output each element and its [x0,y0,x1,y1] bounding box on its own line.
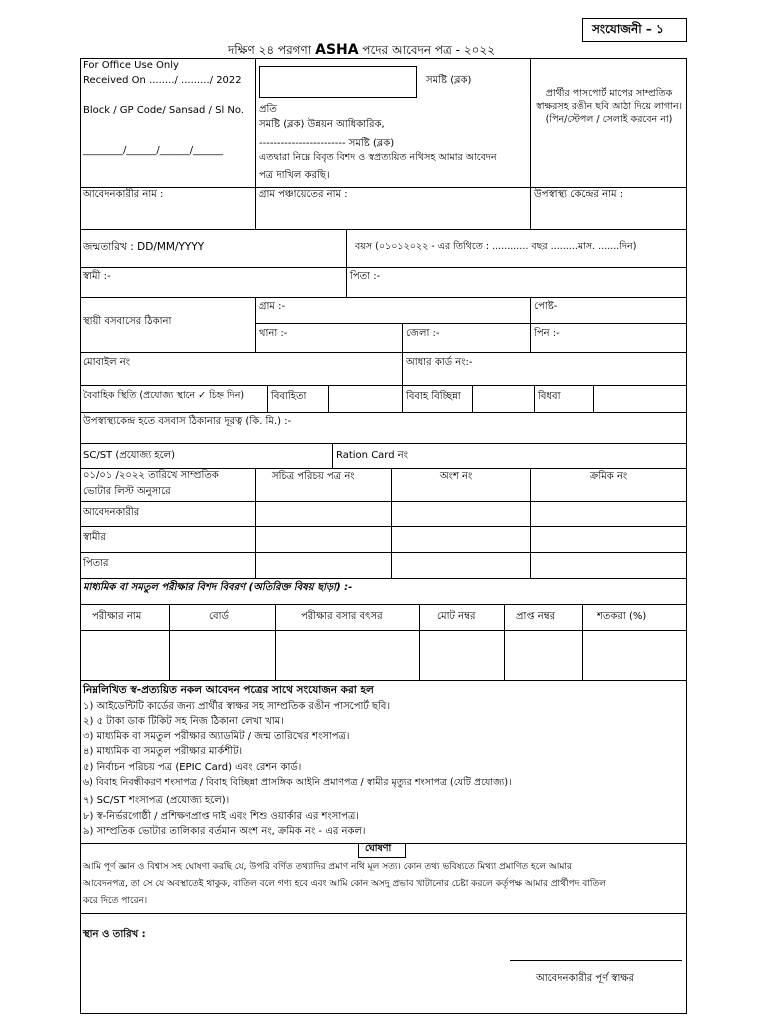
attachment-item: ৬) বিবাহ নিবন্ধীকরণ শংসাপত্র / বিবাহ বিচ্ছিন্না প্রাসঙ্গিক আইনি প্রমাণপত্র / স্বামীর মৃত্যুর শংসাপত্র (যেটি প্রযোজ্য)। [83,777,512,788]
request-line-2: পত্র দাখিল করছি। [259,170,330,181]
declaration-line-1: আমি পূর্ণ জ্ঞান ও বিশ্বাস সহ ঘোষণা করছি যে, উপরি বর্ণিত তথ্যাদির প্রমাণ নথি মূল সত্য। কোন তথ্য ভবিষ্যতে মিথ্যা প্রমাণিত হলে আমার [83,862,572,872]
police-station-label: থানা :- [259,328,288,339]
village-label: গ্রাম :- [259,301,286,312]
edu-col-year: পরীক্ষার বসার বৎসর [301,611,383,622]
request-line-1: এতদ্বারা নিম্নে বিবৃত বিশদ ও স্বপ্রত্যয়িত নথিসহ আমার আবেদন [259,152,497,163]
officer-label: সমষ্টি (ব্লক) উন্নয়ন আধিকারিক, [259,119,385,130]
widow-option[interactable]: বিধবা [538,391,561,402]
col-serial: ক্রমিক নং [590,471,628,482]
attachment-item: ৩) মাধ্যমিক বা সমতুল পরীক্ষার অ্যাডমিট / জন্ম তারিখের শংসাপত্র। [83,731,350,742]
attachment-item: ৯) সাম্প্রতিক ভোটার তালিকার বর্তমান অংশ নং, ক্রমিক নং - এর নকল। [83,826,366,837]
photo-instruction: প্রার্থীর পাসপোর্ট মাপের সাম্প্রতিক স্বাক্ষরসহ রঙীন ছবি আঠা দিয়ে লাগান। (পিন/স্টেপল / সেলাই করবেন না) [535,88,683,125]
dotted-block-line: ------------------------ সমষ্টি (ব্লক) [259,138,395,149]
married-option[interactable]: বিবাহিতা [271,391,307,402]
code-blanks[interactable]: ________/______/______/______ [83,145,224,156]
declaration-line-3: করে দিতে পারেন। [83,896,148,906]
voter-row-applicant: আবেদনকারীর [83,507,140,518]
place-date-field[interactable] [170,925,470,943]
block-name-input[interactable] [259,66,417,98]
father-label: পিতা :- [350,271,381,282]
col-part: অংশ নং [440,471,473,482]
pin-label: পিন :- [534,328,560,339]
husband-label: স্বামী :- [83,271,111,282]
block-label: সমষ্টি (ব্লক) [426,75,472,86]
marital-status-label: বৈবাহিক স্থিতি (প্রযোজ্য স্থানে ✓ চিহ্ন দিন) [83,390,245,401]
attachments-heading: নিম্নলিখিত স্ব-প্রত্যয়িত নকল আবেদন পত্রের সাথে সংযোজন করা হল [83,684,374,696]
to-label: প্রতি [259,104,277,115]
aadhaar-label: আধার কার্ড নং:- [406,357,473,368]
attachment-item: ৫) নির্বাচন পরিচয় পত্র (EPIC Card) এবং রেশন কার্ড। [83,762,302,773]
mobile-label: মোবাইল নং [83,357,131,368]
attachment-item: ১) আইডেন্টিটি কার্ডের জন্য প্রার্থীর স্বাক্ষর সহ সাম্প্রতিক রঙীন পাসপোর্ট ছবি। [83,701,391,712]
edu-col-total: মোট নম্বর [437,611,476,622]
edu-col-board: বোর্ড [209,611,229,622]
ration-card-label: Ration Card নং [336,450,409,461]
dob-label: জন্মতারিখ : DD/MM/YYYY [83,241,205,253]
signature-line[interactable] [510,960,682,961]
applicant-name-label: আবেদনকারীর নাম : [83,189,164,200]
gp-name-label: গ্রাম পঞ্চায়েতের নাম : [259,189,348,200]
attachment-item: ৭) SC/ST শংসাপত্র (প্রযোজ্য হলে)। [83,795,230,806]
age-label: বয়স (০১০১২০২২ - এর তিথিতে : ............ বছর .........মাস. .......দিন) [355,241,637,252]
title-asha: ASHA [315,42,359,58]
attachment-item: ৪) মাধ্যমিক বা সমতুল পরীক্ষার মার্কশীট। [83,746,243,757]
attachment-item: ২) ৫ টাকা ডাক টিকিট সহ নিজ ঠিকানা লেখা খাম। [83,716,284,727]
distance-label: উপস্বাস্থ্যকেন্দ্র হতে বসবাস ঠিকানার দূরত্ব (কি. মি.) :- [83,416,292,427]
col-epic: সচিত্র পরিচয় পত্র নং [272,471,355,482]
office-use-label: For Office Use Only [83,60,179,71]
title-post: পদের আবেদন পত্র - ২০২২ [358,43,496,57]
voter-row-husband: স্বামীর [83,532,106,543]
title-pre: দক্ষিণ ২৪ পরগণা [228,43,316,57]
scst-label: SC/ST (প্রযোজ্য হলে) [83,450,176,461]
post-label: পোষ্ট- [534,301,558,312]
district-label: জেলা :- [406,328,440,339]
block-gp-code-label: Block / GP Code/ Sansad / Sl No. [83,105,245,116]
signature-label: আবেদনকারীর পূর্ণ স্বাক্ষর [536,973,635,984]
education-heading: মাধ্যমিক বা সমতুল পরীক্ষার বিশদ বিবরণ (অতিরিক্ত বিষয় ছাড়া) :- [83,582,353,593]
received-on: Received On ......../ ........./ 2022 [83,75,242,86]
subcentre-name-label: উপস্বাস্থ্য কেন্দ্রের নাম : [534,189,624,200]
edu-col-percent: শতকরা (%) [597,611,647,622]
declaration-line-2: আবেদনপত্র, তা সে যে অবস্থাতেই থাকুক, বাতিল বলে গণ্য হবে এবং আমি কোন অসদু প্রভাব খাটানোর চেষ্টা করলে কর্তৃপক্ষ আমার প্রার্থীপদ বাতিল [83,879,606,889]
voter-row-father: পিতার [83,558,109,569]
place-date-label: স্থান ও তারিখ : [83,929,146,940]
edu-col-exam: পরীক্ষার নাম [92,611,142,622]
education-entry-row[interactable] [80,631,687,679]
edu-col-obtained: প্রাপ্ত নম্বর [516,611,556,622]
voter-label-1: ০১/০১ /২০২২ তারিখে সাম্প্রতিক [83,470,219,481]
annexure-label: সংযোজনী – ১ [592,22,664,36]
voter-label-2: ভোটার লিস্ট অনুসারে [83,486,171,497]
divorced-option[interactable]: বিবাহ বিচ্ছিন্না [406,391,461,402]
form-title [228,42,495,58]
attachment-item: ৮) স্ব-নির্ভরগোষ্ঠী / প্রশিক্ষণপ্রাপ্ত দাই এবং শিশু ওয়ার্কার এর শংসাপত্র। [83,811,359,822]
declaration-heading: ঘোষণা [365,843,392,854]
address-label: স্থায়ী বসবাসের ঠিকানা [83,316,172,327]
